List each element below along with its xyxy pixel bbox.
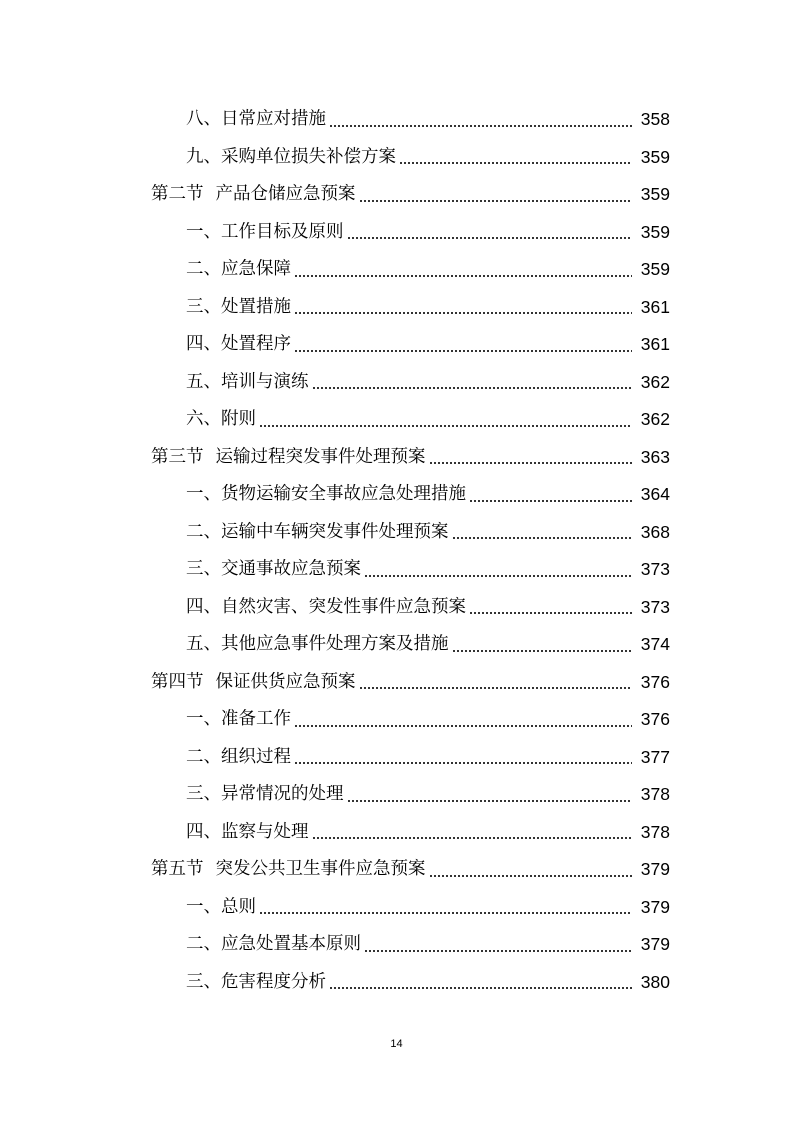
toc-entry-label [186, 896, 256, 917]
toc-subsection-entry[interactable] [0, 551, 793, 589]
toc-entry-title: 运输过程突发事件处理预案 [215, 446, 426, 467]
toc-entry-page: 359 [640, 184, 670, 204]
toc-subsection-entry[interactable] [0, 964, 793, 1002]
toc-entry-page: 380 [640, 971, 670, 992]
toc-dot-leader [294, 760, 632, 766]
toc-entry-page: 362 [640, 371, 670, 392]
toc-subsection-entry[interactable] [0, 214, 793, 252]
toc-entry-number: 第三节 [151, 446, 204, 467]
toc-dot-leader [359, 198, 633, 204]
toc-entry-title: 组织过程 [221, 746, 291, 767]
toc-subsection-entry[interactable] [0, 926, 793, 964]
toc-entry-label [186, 221, 344, 242]
toc-section-entry[interactable] [0, 176, 793, 214]
toc-subsection-entry[interactable] [0, 139, 793, 177]
toc-subsection-entry[interactable] [0, 514, 793, 552]
toc-dot-leader [294, 273, 632, 279]
toc-dot-leader [364, 573, 632, 579]
toc-entry-number: 五、 [186, 371, 221, 392]
toc-entry-page: 363 [640, 446, 670, 467]
toc-entry-label [151, 861, 426, 879]
toc-entry-label [186, 936, 361, 954]
toc-entry-number: 九、 [186, 146, 221, 167]
toc-entry-page: 361 [640, 334, 670, 354]
toc-entry-number: 二、 [186, 746, 221, 767]
toc-entry-number: 一、 [186, 709, 221, 729]
toc-entry-number: 六、 [186, 409, 221, 429]
toc-entry-title: 危害程度分析 [221, 971, 326, 992]
toc-entry-page: 379 [640, 859, 670, 879]
toc-entry-title: 自然灾害、突发性事件应急预案 [221, 596, 466, 617]
toc-subsection-entry[interactable] [0, 476, 793, 514]
toc-entry-number: 八、 [186, 109, 221, 129]
toc-entry-number: 二、 [186, 521, 221, 542]
toc-entry-page: 376 [640, 671, 670, 692]
toc-dot-leader [469, 610, 632, 616]
toc-entry-title: 日常应对措施 [221, 109, 326, 129]
toc-dot-leader [452, 535, 633, 541]
toc-dot-leader [469, 498, 632, 504]
toc-entry-page: 362 [640, 409, 670, 429]
toc-entry-label [186, 411, 256, 429]
toc-entry-page: 368 [640, 521, 670, 542]
toc-entry-label [186, 521, 449, 542]
toc-entry-number: 四、 [186, 821, 221, 842]
table-of-contents [0, 101, 793, 1001]
toc-dot-leader [294, 310, 632, 316]
toc-entry-page: 378 [640, 784, 670, 804]
toc-entry-title: 异常情况的处理 [221, 784, 344, 804]
toc-entry-title: 培训与演练 [221, 371, 309, 392]
toc-entry-label [186, 971, 326, 992]
toc-entry-label [186, 746, 291, 767]
toc-dot-leader [329, 123, 632, 129]
toc-subsection-entry[interactable] [0, 101, 793, 139]
toc-section-entry[interactable] [0, 851, 793, 889]
toc-subsection-entry[interactable] [0, 814, 793, 852]
toc-entry-label [186, 486, 466, 504]
toc-dot-leader [312, 835, 633, 841]
toc-entry-title: 附则 [221, 409, 256, 429]
toc-entry-label [151, 446, 426, 467]
toc-dot-leader [347, 798, 633, 804]
page-number: 14 [390, 1038, 403, 1050]
toc-entry-title: 保证供货应急预案 [215, 671, 356, 692]
toc-section-entry[interactable] [0, 439, 793, 477]
toc-entry-page: 379 [640, 896, 670, 917]
toc-entry-label [186, 371, 309, 392]
toc-dot-leader [399, 160, 632, 166]
toc-entry-page: 377 [640, 746, 670, 767]
toc-subsection-entry[interactable] [0, 589, 793, 627]
toc-dot-leader [294, 348, 632, 354]
toc-entry-label [186, 711, 291, 729]
toc-subsection-entry[interactable] [0, 364, 793, 402]
toc-subsection-entry[interactable] [0, 251, 793, 289]
toc-entry-page: 374 [640, 634, 670, 654]
toc-subsection-entry[interactable] [0, 776, 793, 814]
toc-entry-number: 三、 [186, 971, 221, 992]
toc-entry-title: 货物运输安全事故应急处理措施 [221, 484, 466, 504]
toc-entry-label [186, 111, 326, 129]
toc-entry-number: 二、 [186, 934, 221, 954]
toc-entry-title: 突发公共卫生事件应急预案 [215, 859, 426, 879]
toc-entry-number: 第二节 [151, 184, 204, 204]
toc-entry-title: 处置程序 [221, 334, 291, 354]
toc-subsection-entry[interactable] [0, 289, 793, 327]
toc-entry-number: 四、 [186, 596, 221, 617]
toc-entry-page: 359 [640, 146, 670, 167]
toc-dot-leader [294, 723, 632, 729]
toc-subsection-entry[interactable] [0, 626, 793, 664]
toc-entry-number: 一、 [186, 896, 221, 917]
toc-dot-leader [364, 948, 632, 954]
toc-dot-leader [452, 648, 633, 654]
toc-entry-page: 359 [640, 221, 670, 242]
toc-entry-label [186, 821, 309, 842]
toc-subsection-entry[interactable] [0, 401, 793, 439]
toc-subsection-entry[interactable] [0, 326, 793, 364]
toc-entry-title: 工作目标及原则 [221, 221, 344, 242]
toc-entry-page: 358 [640, 109, 670, 129]
toc-subsection-entry[interactable] [0, 701, 793, 739]
toc-entry-page: 373 [640, 596, 670, 617]
toc-entry-number: 三、 [186, 559, 221, 579]
toc-entry-label [186, 596, 466, 617]
toc-entry-label [151, 186, 356, 204]
toc-dot-leader [259, 910, 632, 916]
toc-dot-leader [259, 423, 632, 429]
toc-entry-page: 361 [640, 296, 670, 317]
toc-entry-page: 359 [640, 259, 670, 279]
toc-entry-title: 产品仓储应急预案 [215, 184, 356, 204]
toc-entry-page: 379 [640, 934, 670, 954]
toc-section-entry[interactable] [0, 664, 793, 702]
toc-entry-title: 监察与处理 [221, 821, 309, 842]
toc-subsection-entry[interactable] [0, 739, 793, 777]
toc-entry-number: 二、 [186, 259, 221, 279]
toc-entry-title: 准备工作 [221, 709, 291, 729]
toc-entry-label [186, 336, 291, 354]
toc-entry-title: 应急保障 [221, 259, 291, 279]
toc-subsection-entry[interactable] [0, 889, 793, 927]
toc-entry-title: 其他应急事件处理方案及措施 [221, 634, 449, 654]
toc-entry-title: 采购单位损失补偿方案 [221, 146, 396, 167]
toc-entry-number: 三、 [186, 784, 221, 804]
toc-entry-label [186, 636, 449, 654]
toc-entry-label [186, 786, 344, 804]
toc-entry-number: 三、 [186, 296, 221, 317]
toc-dot-leader [429, 460, 633, 466]
toc-entry-title: 运输中车辆突发事件处理预案 [221, 521, 449, 542]
toc-entry-page: 376 [640, 709, 670, 729]
toc-entry-title: 应急处置基本原则 [221, 934, 361, 954]
toc-entry-label [186, 261, 291, 279]
toc-entry-page: 378 [640, 821, 670, 842]
toc-entry-number: 第五节 [151, 859, 204, 879]
toc-dot-leader [347, 235, 633, 241]
toc-entry-title: 总则 [221, 896, 256, 917]
toc-dot-leader [359, 685, 633, 691]
toc-dot-leader [312, 385, 633, 391]
toc-entry-title: 处置措施 [221, 296, 291, 317]
toc-entry-number: 五、 [186, 634, 221, 654]
toc-entry-label [186, 146, 396, 167]
toc-entry-title: 交通事故应急预案 [221, 559, 361, 579]
toc-entry-label [151, 671, 356, 692]
toc-dot-leader [429, 873, 633, 879]
toc-entry-label [186, 296, 291, 317]
toc-entry-number: 一、 [186, 221, 221, 242]
toc-entry-page: 373 [640, 559, 670, 579]
toc-entry-label [186, 561, 361, 579]
toc-entry-number: 四、 [186, 334, 221, 354]
toc-dot-leader [329, 985, 632, 991]
toc-entry-number: 第四节 [151, 671, 204, 692]
toc-entry-number: 一、 [186, 484, 221, 504]
toc-entry-page: 364 [640, 484, 670, 504]
